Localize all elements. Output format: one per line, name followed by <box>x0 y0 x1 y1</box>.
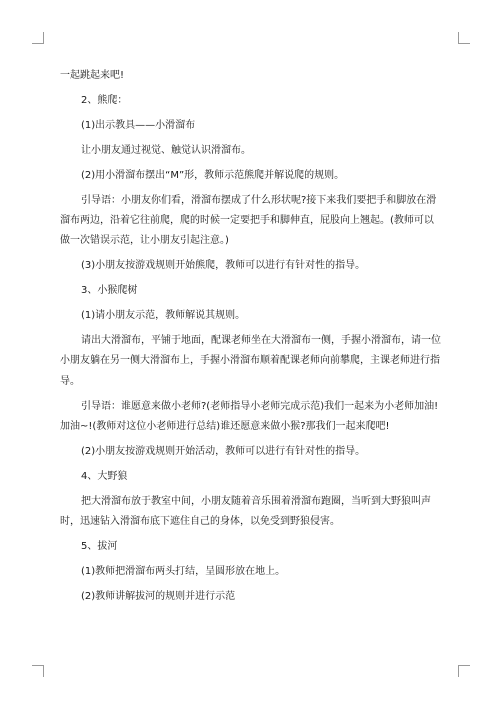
section-heading-tug-of-war: 5、拔河 <box>81 541 118 553</box>
crop-mark-bottom-left <box>32 665 44 677</box>
paragraph-guide-words-bear: 引导语：小朋友你们看，滑溜布摆成了什么形状呢?接下来我们要把手和脚放在滑溜布两边，沿着它往前爬，爬的时候一定要把手和脚伸直，屁股向上翘起。(教师可以做一次错误示范，让小朋友引起注意。) <box>60 194 437 247</box>
crop-mark-top-right <box>458 32 470 44</box>
crop-mark-bottom-right <box>458 665 470 677</box>
paragraph-big-cloth-setup: 请出大滑溜布，平铺于地面，配课老师坐在大滑溜布一侧，手握小滑溜布，请一位小朋友躺在另一侧大滑溜布上，手握小滑溜布顺着配课老师向前攀爬，主课老师进行指导。 <box>60 334 441 387</box>
step-1-show-props: (1)出示教具——小滑溜布 <box>81 119 196 131</box>
document-body <box>60 66 442 607</box>
paragraph-guide-words-monkey: 引导语：谁愿意来做小老师?(老师指导小老师完成示范)我们一起来为小老师加油!加油~!(教师对这位小老师进行总结)谁还愿意来做小猴?那我们一起来爬吧! <box>60 400 439 433</box>
step-2-monkey-play: (2)小朋友按游戏规则开始活动，教师可以进行有针对性的指导。 <box>81 446 366 457</box>
paragraph-recognize-cloth: 让小朋友通过视觉、触觉认识滑溜布。 <box>81 144 251 156</box>
step-1-tie-cloth: (1)教师把滑溜布两头打结，呈圆形放在地上。 <box>81 566 286 578</box>
paragraph-wolf-rules: 把大滑溜布放于教室中间，小朋友随着音乐围着滑溜布跑圈，当听到大野狼叫声时，迅速钻入滑溜布底下遮住自己的身体，以免受到野狼侵害。 <box>60 495 431 528</box>
crop-mark-top-left <box>32 32 44 44</box>
step-2-m-shape: (2)用小滑溜布摆出“M”形，教师示范熊爬并解说爬的规则。 <box>81 169 345 181</box>
step-2-explain-rules: (2)教师讲解拔河的规则并进行示范 <box>81 590 236 602</box>
section-heading-bear-crawl: 2、熊爬： <box>81 94 128 106</box>
section-heading-monkey-climb: 3、小猴爬树 <box>81 285 138 297</box>
step-3-bear-crawl-play: (3)小朋友按游戏规则开始熊爬，教师可以进行有针对性的指导。 <box>81 260 366 272</box>
step-1-child-demo: (1)请小朋友示范，教师解说其规则。 <box>81 310 246 322</box>
paragraph-continuation: 一起跳起来吧! <box>60 70 125 81</box>
section-heading-big-wolf: 4、大野狼 <box>81 470 128 482</box>
